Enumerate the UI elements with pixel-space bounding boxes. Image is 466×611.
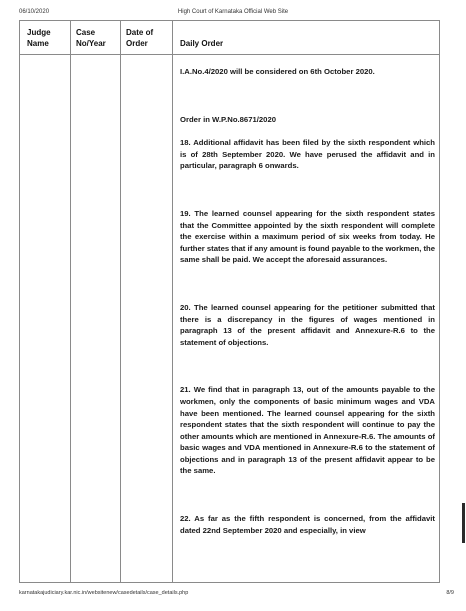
column-divider (70, 21, 71, 582)
column-header-judge-line2: Name (27, 39, 49, 48)
daily-order-text (180, 66, 435, 536)
page-url: karnatakajudiciary.kar.nic.in/websitenew/casedetails/case_details.php (19, 590, 189, 596)
order-paragraph: 18. Additional affidavit has been filed by the sixth respondent which is of 28th September 2020. We have perused the affidavit and in particular, paragraph 6 onwards. (180, 138, 435, 171)
header-divider (20, 54, 439, 55)
column-header-case-line2: No/Year (76, 39, 106, 48)
column-header-date (126, 27, 153, 49)
order-heading: Order in W.P.No.8671/2020 (180, 114, 276, 124)
column-header-date-line2: Order (126, 39, 148, 48)
column-header-judge-line1: Judge (27, 28, 51, 37)
order-paragraph: 19. The learned counsel appearing for the sixth respondent states that the Committee appointed by the sixth respondent will complete the exercise within a maximum period of six weeks from today. He further states that if any amount is found payable to the workmen, the same shall be paid. We accept the aforesaid assurances. (180, 208, 436, 265)
order-intro: I.A.No.4/2020 will be considered on 6th October 2020. (180, 67, 375, 76)
column-divider (120, 21, 121, 582)
column-header-date-line1: Date of (126, 28, 154, 37)
site-title: High Court of Karnataka Official Web Site (177, 9, 289, 15)
column-header-judge (27, 27, 51, 49)
order-paragraph: 21. We find that in paragraph 13, out of the amounts payable to the workmen, only the components of basic minimum wages and VDA have been mentioned. The learned counsel appearing for the sixth respondent states that the sixth respondent will continue to pay the other amounts which are mentioned in Annexure-R.6. The amounts of basic wages and VDA mentioned in Annexure-R.6 to the statement of objections and in paragraph 13 of the present affidavit appear to be the same. (180, 385, 435, 476)
scrollbar-thumb[interactable] (462, 503, 465, 543)
column-header-case-line1: Case (76, 28, 96, 37)
print-date: 06/10/2020 (19, 9, 50, 15)
column-header-daily-order: Daily Order (180, 39, 224, 48)
order-paragraph: 20. The learned counsel appearing for the petitioner submitted that there is a discrepancy in the figures of wages mentioned in paragraph 13 of the present affidavit and Annexure-R.6 to the statement of objections. (180, 302, 435, 347)
order-paragraph: 22. As far as the fifth respondent is concerned, from the affidavit dated 22nd September 2020 and especially, in view (180, 514, 435, 535)
column-header-case (76, 27, 106, 49)
page-number: 8/9 (446, 590, 454, 596)
order-table (19, 20, 440, 583)
column-divider (172, 21, 173, 582)
